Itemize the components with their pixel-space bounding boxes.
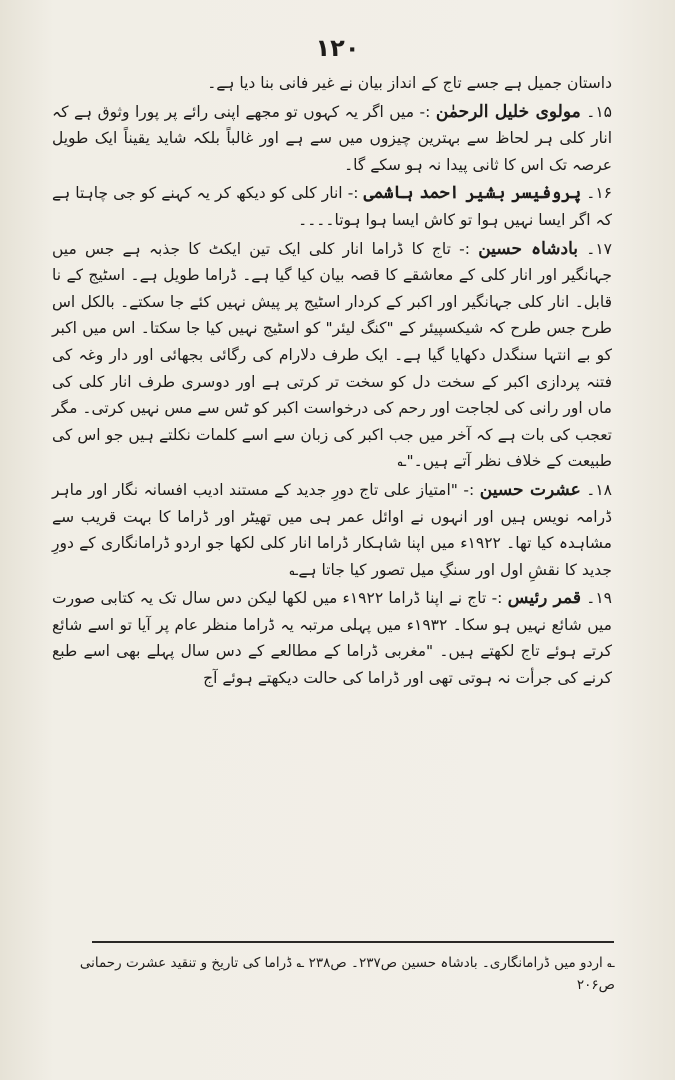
quote-author: بادشاہ حسین bbox=[478, 238, 579, 259]
quote-number: ۱۸۔ bbox=[586, 480, 613, 499]
quote-qamar-rais bbox=[52, 585, 612, 691]
quote-number: ۱۶۔ bbox=[586, 184, 612, 203]
body-text bbox=[52, 70, 612, 694]
quote-text: :- "امتیاز علی تاج دورِ جدید کے مستند ادیب افسانہ نگار اور ماہر ڈرامہ نویس ہیں اور انہوں نے اوائل عمر ہی میں تھیٹر اور ڈراما کا بہت قریب سے مشاہدہ کیا تھا۔ ۱۹۲۲ء میں اپنا شاہکار ڈراما انار کلی لکھا جو اردو ڈرامانگاری کے دورِ جدید کا نقشِ اول اور سنگِ میل تصور کیا جاتا ہے؎ bbox=[52, 480, 612, 579]
footnote: ؎ اردو میں ڈرامانگاری۔ بادشاہ حسین ص۲۳۷۔ ص۲۳۸ ؎ ڈراما کی تاریخ و تنقید عشرت رحمانی ص۲۰۶ bbox=[79, 955, 615, 993]
quote-author: قمر رئیس bbox=[507, 588, 581, 609]
page-number: ۱۲۰ bbox=[315, 34, 360, 62]
quote-number: ۱۵۔ bbox=[586, 102, 612, 121]
quote-text: :- انار کلی کو دیکھ کر یہ کہنے کو جی چاہتا ہے کہ اگر ایسا نہیں ہوا تو کاش ایسا ہوا ہوتا۔۔۔۔ bbox=[52, 184, 612, 229]
paragraph-text: داستان جمیل ہے جسے تاج کے انداز بیان نے غیر فانی بنا دیا ہے۔ bbox=[207, 74, 612, 92]
quote-author: مولوی خلیل الرحمٰن bbox=[435, 101, 581, 122]
quote-ishrat-husain bbox=[52, 477, 612, 583]
footnote-divider bbox=[92, 941, 614, 943]
quote-text: :- میں اگر یہ کہوں تو مجھے اپنی رائے پر پورا وثوق ہے کہ انار کلی ہر لحاظ سے بہترین چیزوں میں سے ہے اور غالباً بلکہ شاید یقیناً ایک طویل عرصہ تک اس کا ثانی پیدا نہ ہو سکے گا۔ bbox=[52, 102, 612, 174]
quote-khalil-ur-rahman bbox=[52, 99, 612, 179]
quote-number: ۱۹۔ bbox=[586, 589, 612, 608]
quote-author: عشرت حسین bbox=[479, 479, 581, 500]
quote-author: پروفیسر بشیر احمد ہاشمی bbox=[363, 183, 582, 204]
quote-bashir-ahmad-hashmi bbox=[52, 180, 612, 233]
quote-text: :- تاج نے اپنا ڈراما ۱۹۲۲ء میں لکھا لیکن دس سال تک یہ کتابی صورت میں شائع نہیں ہو سکا۔ ۱۹۳۲ء میں پہلی مرتبہ یہ ڈراما منظر عام پر آیا تو اسے شائع کرتے ہوئے تاج لکھتے ہیں۔ "مغربی ڈراما کے مطالعے کے دس سال پہلے بھی اسے طبع کرنے کی جرأت نہ ہوتی تھی اور ڈراما کی حالت دیکھتے ہوئے آج bbox=[52, 589, 612, 688]
quote-text: :- تاج کا ڈراما انار کلی ایک تین ایکٹ کا جذبہ ہے جس میں جہانگیر اور انار کلی کے معاشقے کا قصہ بیان کیا گیا ہے۔ ڈراما طویل ہے۔ اسٹیج کے نا قابل۔ انار کلی جہانگیر اور اکبر کے کردار اسٹیج پر پیش نہیں کئے جا سکتے۔ بالکل اس طرح جس طرح کہ شیکسپیئر کے "کنگ لیئر" کو اسٹیج نہیں کیا جا سکتا۔ اس میں اکبر کو بے انتہا سنگدل دکھایا گیا ہے۔ ایک طرف دلارام کی رگائی بجھائی اور دار وغہ کی فتنہ پردازی اکبر کے سخت دل کو سخت تر کرتی ہے اور دوسری طرف انار کلی کی ماں اور رانی کی لجاجت اور رحم کی درخواست اکبر کو ٹس سے مس نہیں کرتی۔ مگر تعجب کی بات ہے کہ آخر میں جب اکبر کی زبان سے اسے کلمات نکلتے ہیں جو اس کی طبیعت کے خلاف نظر آتے ہیں۔"؎ bbox=[52, 239, 612, 471]
paragraph-continuation bbox=[52, 70, 612, 97]
quote-number: ۱۷۔ bbox=[586, 239, 613, 258]
quote-badshah-husain bbox=[52, 236, 612, 475]
